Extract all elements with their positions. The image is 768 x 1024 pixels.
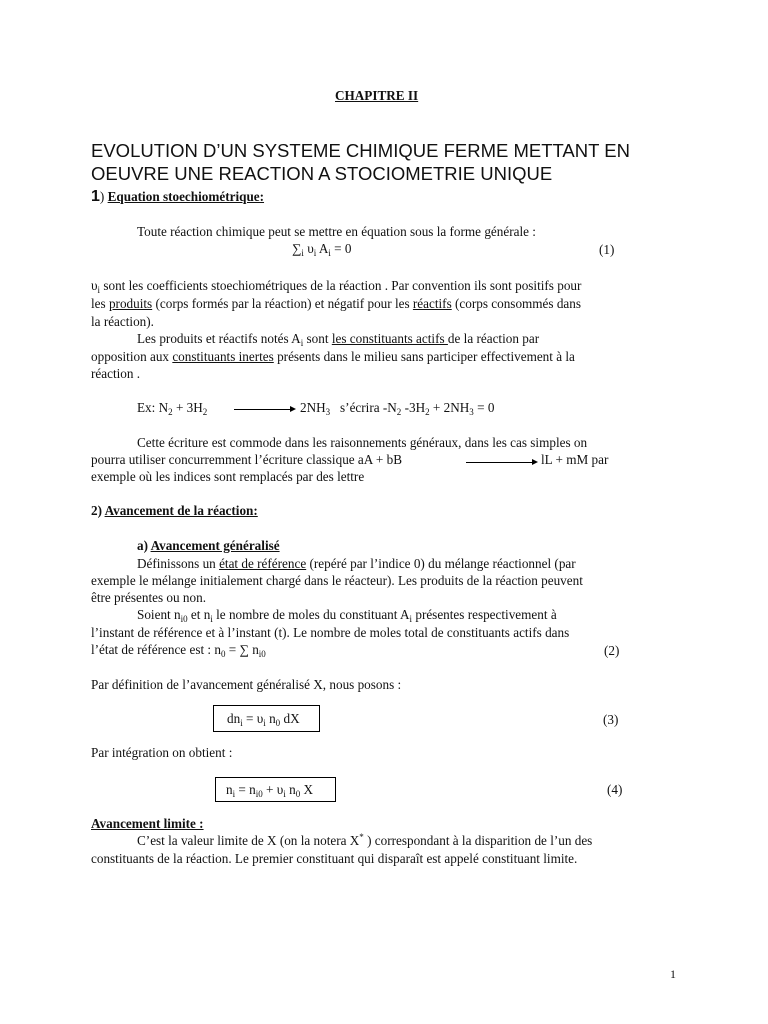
- moles-line-2: l’instant de référence et à l’instant (t). Le nombre de moles total de constituants actifs dans: [91, 625, 570, 640]
- moles-text-e: l’état de référence est : n: [91, 642, 221, 657]
- reference-line-2: exemple le mélange initialement chargé dans le réacteur). Les produits de la réaction peuvent: [91, 573, 583, 588]
- equation-3-number: (3): [603, 712, 619, 727]
- reference-line-3: être présentes ou non.: [91, 590, 206, 605]
- etat-reference-term: état de référence: [219, 556, 307, 571]
- section-2-number: 2): [91, 503, 105, 518]
- equation-4: $n_i = n_{i0} + \upsilon_i$ $n_0$ X: [226, 782, 314, 799]
- ecriture-line-2a: pourra utiliser concurremment l’écriture classique aA + bB: [91, 452, 403, 467]
- moles-line-3: l’état de référence est : $n_0$ = ∑ $n_{i0}$: [91, 642, 266, 659]
- reference-text-a: Définissons un: [137, 556, 220, 571]
- subsection-a-prefix: a): [137, 538, 151, 553]
- limite-line-1: C’est la valeur limite de X (on la notera X* ) correspondant à la disparition de l’un des: [137, 832, 593, 848]
- actifs-text-b: sont: [303, 331, 332, 346]
- actifs-line-1: Les produits et réactifs notés $A_i$ sont les constituants actifs de la réaction par: [137, 331, 540, 348]
- constituants-actifs-term: les constituants actifs: [331, 331, 448, 346]
- reaction-arrow-2: [466, 462, 536, 463]
- coefficients-line-1: $\upsilon_i$ sont les coefficients stoechiométriques de la réaction . Par convention ils sont positifs pour: [91, 278, 582, 295]
- example-reaction-right: $2NH_3$ s’écrira $-N_2$ $-3H_2 + 2NH_3 = 0$: [300, 400, 495, 417]
- constituants-inertes-term: constituants inertes: [172, 349, 274, 364]
- actifs-text-c: de la réaction par: [447, 331, 540, 346]
- reference-line-1: [137, 555, 576, 573]
- text-corps-formes: (corps formés par la réaction) et négatif pour les: [152, 296, 413, 311]
- subsection-a-heading: [137, 537, 280, 555]
- limite-heading: Avancement limite :: [91, 816, 204, 831]
- title-line-1: EVOLUTION D’UN SYSTEME CHIMIQUE FERME METTANT EN: [91, 140, 630, 161]
- definition-line: Par définition de l’avancement généralisé X, nous posons :: [91, 677, 402, 692]
- coefficients-line-2: [91, 295, 581, 313]
- section-1-number: 1: [91, 188, 100, 205]
- title-line-2: OEUVRE UNE REACTION A STOCIOMETRIE UNIQUE: [91, 163, 553, 184]
- text-les: les: [91, 296, 109, 311]
- actifs-line-3: réaction .: [91, 366, 141, 381]
- produits-term: produits: [108, 296, 153, 311]
- coefficients-text-1: sont les coefficients stoechiométriques de la réaction . Par convention ils sont positifs pour: [100, 278, 582, 293]
- actifs-text-d: opposition aux: [91, 349, 173, 364]
- moles-line-1: Soient $n_{i0}$ et $n_i$ le nombre de moles du constituant $A_i$ présentes respectivement à: [137, 607, 557, 624]
- moles-text-c: le nombre de moles du constituant A: [212, 607, 410, 622]
- section-1-intro: Toute réaction chimique peut se mettre en équation sous la forme générale :: [137, 224, 536, 239]
- ecriture-line-1: Cette écriture est commode dans les raisonnements généraux, dans les cas simples on: [137, 435, 588, 450]
- actifs-line-2: [91, 348, 575, 366]
- page-number: 1: [670, 967, 676, 981]
- reaction-arrow-1: [234, 409, 294, 410]
- equation-1: $\sum_i$ $\upsilon_i$ $A_i = 0$: [292, 241, 352, 258]
- moles-text-d: présentes respectivement à: [412, 607, 557, 622]
- limite-text-b: ) correspondant à la disparition de l’un des: [363, 833, 593, 848]
- equation-3: $dn_i = \upsilon_i$ $n_0$ dX: [227, 711, 300, 728]
- section-1-heading: [91, 188, 264, 206]
- actifs-text-e: présents dans le milieu sans participer effectivement à la: [273, 349, 575, 364]
- reactifs-term: réactifs: [412, 296, 452, 311]
- example-reaction-left: Ex: $N_2 + 3H_2$: [137, 400, 208, 417]
- equation-1-number: (1): [599, 242, 615, 257]
- coefficients-line-3: la réaction).: [91, 314, 154, 329]
- limite-line-2: constituants de la réaction. Le premier constituant qui disparaît est appelé constituant limite.: [91, 851, 578, 866]
- section-2-title: Avancement de la réaction:: [104, 503, 258, 518]
- actifs-text-a: Les produits et réactifs notés A: [137, 331, 301, 346]
- reference-text-b: (repéré par l’indice 0) du mélange réactionnel (par: [306, 556, 576, 571]
- section-1-number-suffix: ): [99, 189, 105, 204]
- equation-2-number: (2): [604, 643, 620, 658]
- ecriture-line-3: exemple où les indices sont remplacés par des lettre: [91, 469, 365, 484]
- chapter-heading: CHAPITRE II: [335, 88, 419, 103]
- text-corps-consommes: (corps consommés dans: [451, 296, 582, 311]
- section-2-heading: [91, 502, 258, 520]
- integration-line: Par intégration on obtient :: [91, 745, 233, 760]
- ecriture-line-2b: lL + mM par: [541, 452, 609, 467]
- subsection-a-title: Avancement généralisé: [150, 538, 280, 553]
- equation-4-number: (4): [607, 782, 623, 797]
- section-1-title: Equation stoechiométrique:: [107, 189, 265, 204]
- limite-text-a: C’est la valeur limite de X (on la notera X: [137, 833, 360, 848]
